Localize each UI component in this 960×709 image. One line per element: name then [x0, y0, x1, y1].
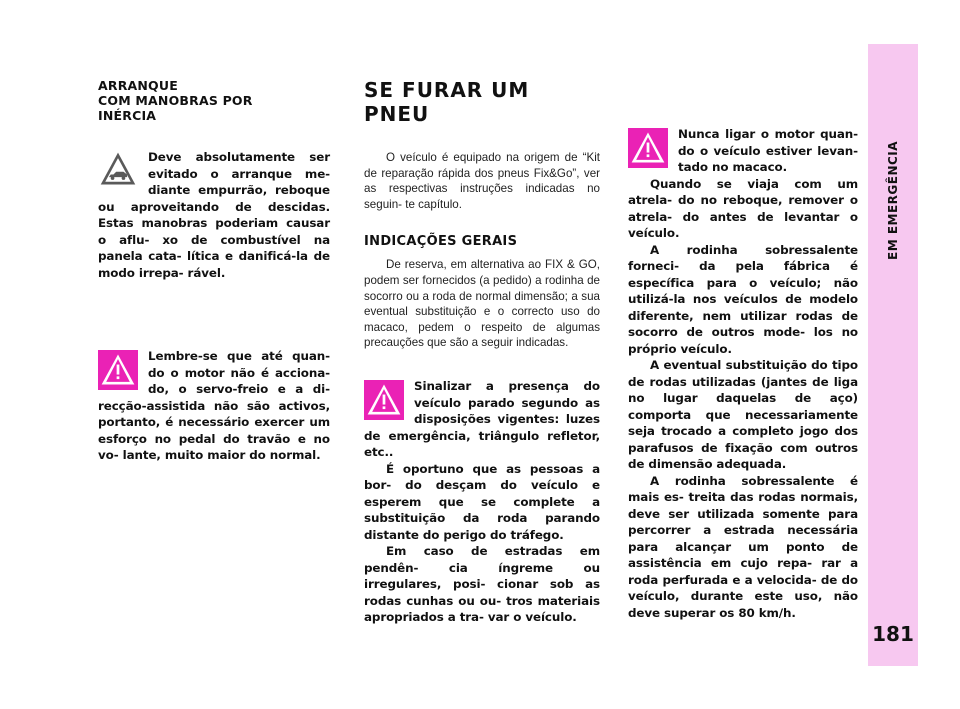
subheading-general: INDICAÇÕES GERAIS — [364, 234, 518, 250]
warning-triangle-icon — [628, 128, 668, 168]
left-column — [98, 78, 330, 462]
warning-block-jack — [628, 126, 858, 621]
heading-line: COM MANOBRAS POR — [98, 93, 253, 108]
page-number: 181 — [872, 622, 914, 646]
intro-paragraph — [364, 150, 600, 212]
warning-text-jack: Nunca ligar o motor quan- do o veículo estiver levan- tado no macaco. — [678, 127, 858, 174]
section-label — [886, 140, 900, 260]
warning-text-servo: Lembre-se que até quan- do o motor não é acciona- do, o servo-freio e a di- recção-assistida não são activos, portanto, é necessário exercer um esforço no pedal do travão e no vo- lante, muito maior do normal. — [98, 349, 330, 462]
warning-text-bolts: A eventual substituição do tipo de rodas utilizadas (jantes de liga no lugar daquelas de aço) comporta que necessariamente seja trocado a completo jogo dos parafusos de fixação com outros de dimensão adequada. — [628, 358, 858, 471]
warning-text-trailer: Quando se viaja com um atrela- do no reboque, remover o atrela- do antes de levantar o veículo. — [628, 176, 858, 240]
section-heading-arranque — [98, 78, 330, 123]
warning-block-tyre — [364, 378, 600, 626]
right-column — [628, 126, 858, 621]
warning-text-slopes: Em caso de estradas em pendên- cia íngreme ou irregulares, posi- cionar sob as rodas cunhas ou ou- tros materiais apropriados a tra- var o veículo. — [364, 544, 600, 624]
middle-column — [364, 78, 600, 624]
general-text: De reserva, em alternativa ao FIX & GO, podem ser fornecidos (a pedido) a rodinha de socorro ou a roda de normal dimensão; a sua eventual substituição e o correcto uso do macaco, pedem o respeito de algumas precauções que são a seguir indicadas. — [364, 258, 600, 350]
intro-text: O veículo é equipado na origem de “Kit de reparação rápida dos pneus Fix&Go”, ver as respectivas instruções indicadas no seguin- te capítulo. — [364, 151, 600, 211]
warning-triangle-icon — [364, 380, 404, 420]
warning-block-push-start — [98, 149, 330, 281]
heading-line: INÉRCIA — [98, 108, 157, 123]
general-paragraph — [364, 257, 600, 351]
warning-text-spare-specific: A rodinha sobressalente forneci- da pela fábrica é específica para o veículo; não utilizá-la nos veículos de modelo diferente, nem utilizar rodas de socorro de outros mode- los no próprio veículo. — [628, 242, 858, 356]
heading-line: ARRANQUE — [98, 78, 178, 93]
section-sidebar — [868, 44, 918, 666]
page-title: SE FURAR UM PNEU — [364, 78, 530, 126]
section-label-text: EM EMERGÊNCIA — [886, 140, 900, 260]
warning-text-push-start: Deve absolutamente ser evitado o arranque me- diante empurrão, reboque ou aproveitando de descidas. Estas manobras poderiam causar o aflu- xo de combustível na panela cata- lítica e danificá-la de modo irrepa- rável. — [98, 150, 330, 280]
warning-text-speed-limit: A rodinha sobressalente é mais es- treita das rodas normais, deve ser utilizada somente para percorrer a estrada necessária para alcançar um ponto de assistência em cujo repa- rar a roda perfurada e a velocida- de do veículo, durante este uso, não deve superar os 80 km/h. — [628, 473, 858, 620]
warning-text-passengers: É oportuno que as pessoas a bor- do desçam do veículo e esperem que se complete a substituição da roda parando distante do perigo do tráfego. — [364, 461, 600, 542]
warning-triangle-icon — [98, 350, 138, 390]
warning-block-servo — [98, 348, 330, 464]
car-push-warning-icon — [98, 149, 138, 189]
warning-text-signal: Sinalizar a presença do veículo parado segundo as disposições vigentes: luzes de emergência, triângulo refletor, etc.. — [364, 379, 600, 459]
